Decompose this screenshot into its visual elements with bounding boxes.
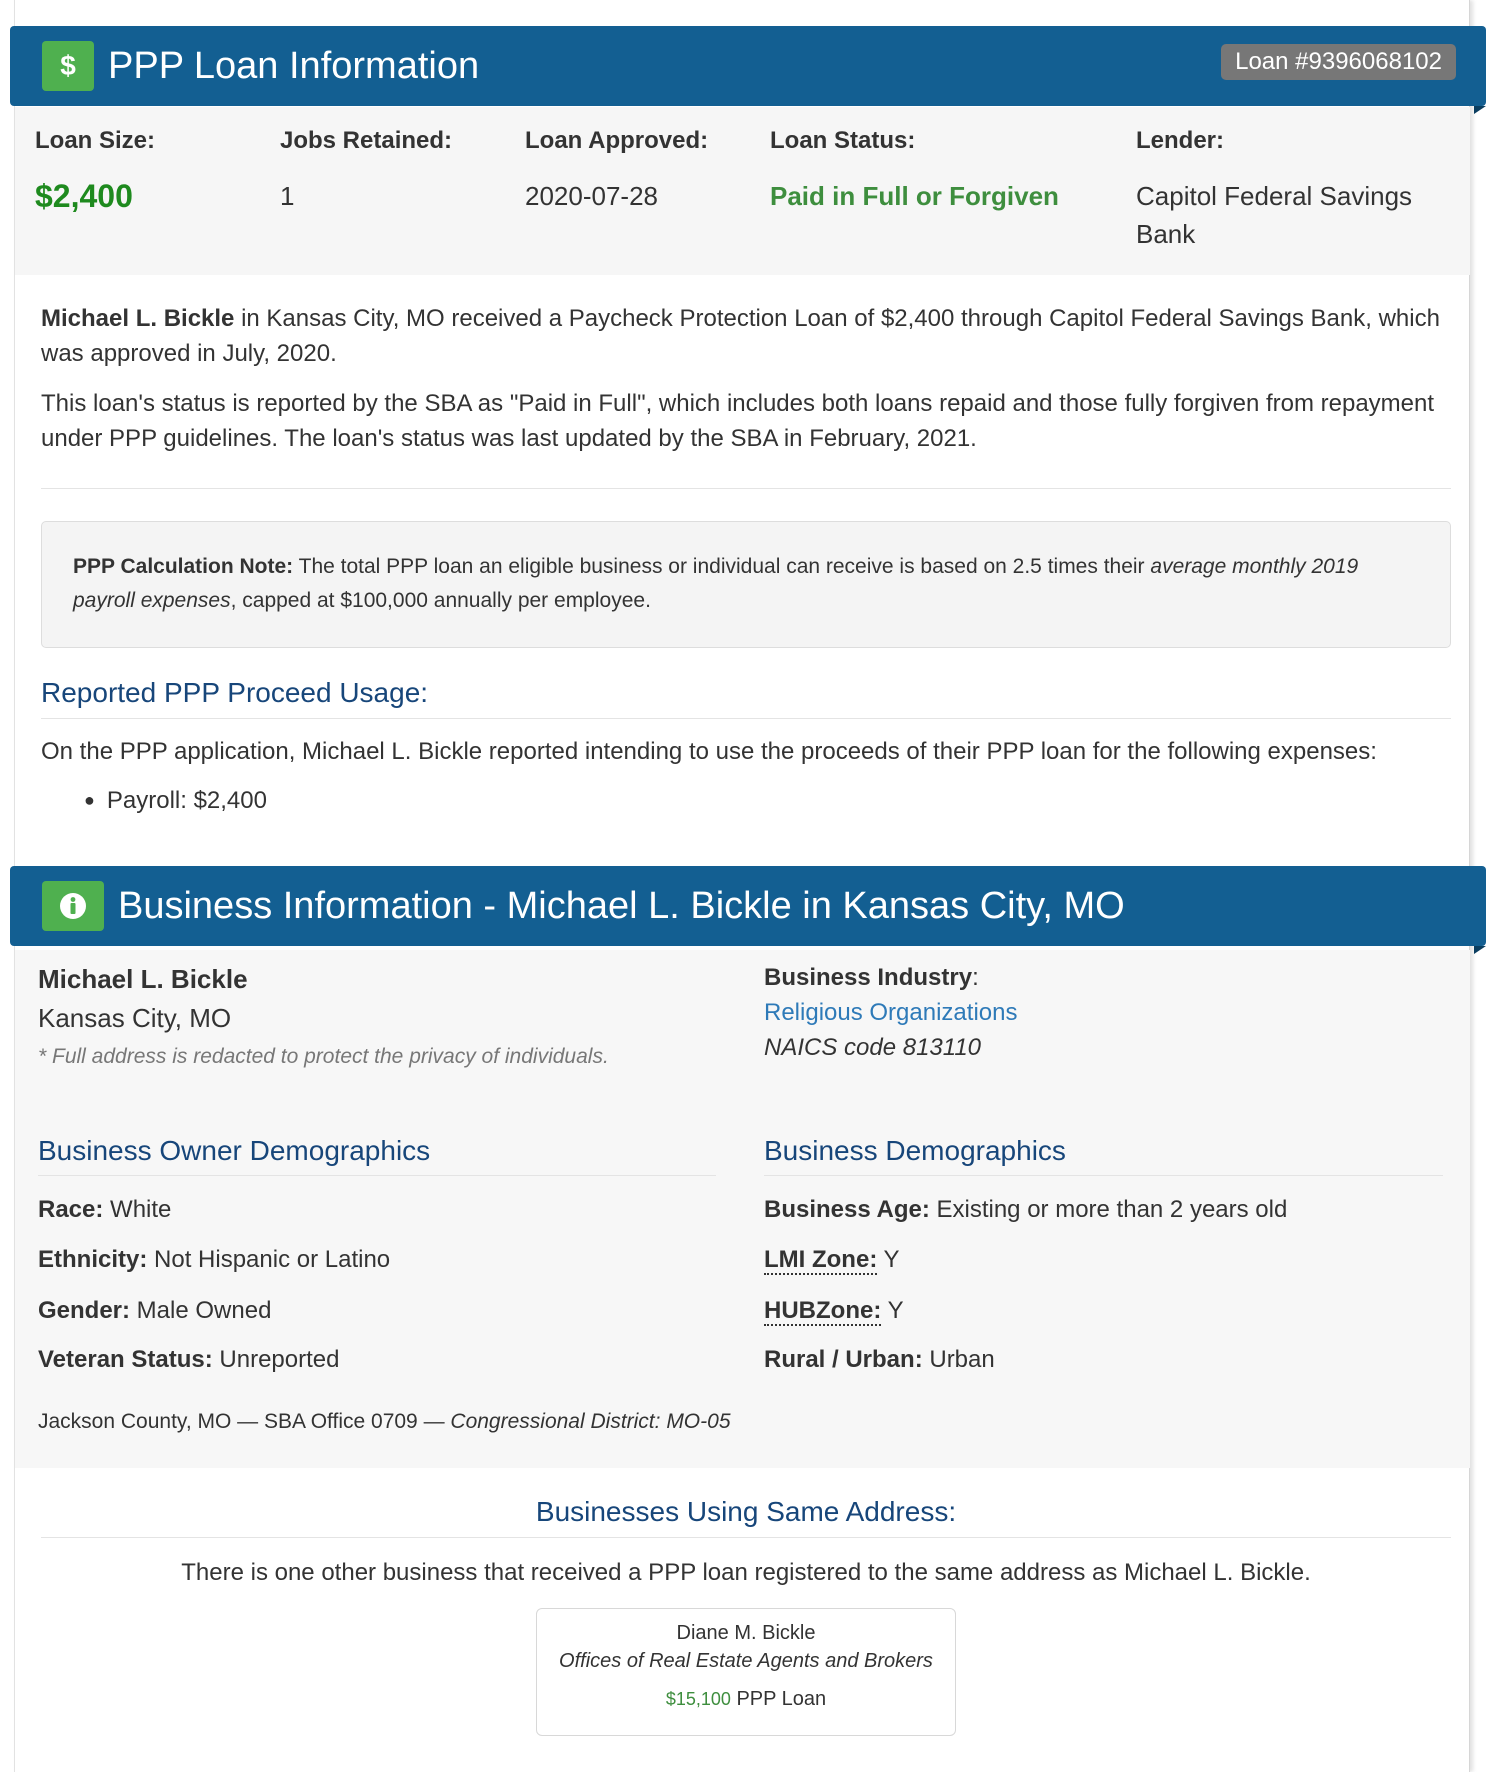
loan-approved-value: 2020-07-28 bbox=[525, 181, 658, 211]
related-business-name: Diane M. Bickle bbox=[676, 1622, 816, 1644]
location-line bbox=[38, 1410, 731, 1434]
info-icon bbox=[42, 881, 104, 931]
usage-divider bbox=[41, 718, 1451, 719]
rural-urban-label: Rural / Urban: bbox=[764, 1346, 923, 1373]
business-section-header bbox=[10, 866, 1486, 946]
related-business-industry: Offices of Real Estate Agents and Brokers bbox=[559, 1650, 933, 1672]
loan-summary-text: in Kansas City, MO received a Paycheck Protection Loan of $2,400 through Capitol Federal Savings Bank, which was approved in July, 2020. bbox=[41, 305, 1440, 367]
loan-summary bbox=[41, 301, 1451, 371]
banner-fold bbox=[1474, 106, 1486, 114]
race-value: White bbox=[103, 1196, 172, 1223]
industry-label-row bbox=[764, 964, 979, 992]
lmi-zone-row bbox=[764, 1246, 900, 1274]
loan-size-stat bbox=[35, 127, 155, 215]
business-age-value: Existing or more than 2 years old bbox=[929, 1196, 1288, 1223]
rural-urban-row bbox=[764, 1346, 995, 1374]
hubzone-row bbox=[764, 1297, 904, 1325]
divider bbox=[41, 488, 1451, 489]
gender-label: Gender: bbox=[38, 1297, 131, 1324]
business-demographics-heading: Business Demographics bbox=[764, 1135, 1066, 1166]
dollar-icon: $ bbox=[42, 41, 94, 91]
business-age-label: Business Age: bbox=[764, 1196, 930, 1223]
race-row bbox=[38, 1196, 171, 1224]
related-business-card[interactable] bbox=[536, 1608, 956, 1736]
loan-status-value: Paid in Full or Forgiven bbox=[770, 181, 1059, 211]
business-section-title: Business Information - Michael L. Bickle in Kansas City, MO bbox=[118, 884, 1125, 927]
calc-note-text-end: , capped at $100,000 annually per employee. bbox=[230, 589, 651, 612]
loan-approved-stat bbox=[525, 127, 708, 215]
loan-status-paragraph: This loan's status is reported by the SBA as "Paid in Full", which includes both loans repaid and those fully forgiven from repayment under PPP guidelines. The loan's status was last updated by the SBA in February, 2021. bbox=[41, 390, 1435, 452]
business-location: Kansas City, MO bbox=[38, 1003, 232, 1033]
jobs-retained-value: 1 bbox=[280, 181, 295, 211]
same-address-intro: There is one other business that received a PPP loan registered to the same address as Michael L. Bickle. bbox=[181, 1559, 1311, 1586]
congressional-district: Congressional District: MO-05 bbox=[450, 1410, 731, 1433]
race-label: Race: bbox=[38, 1196, 104, 1223]
loan-approved-label: Loan Approved: bbox=[525, 127, 709, 154]
loan-status-stat bbox=[770, 127, 1059, 215]
borrower-name: Michael L. Bickle bbox=[41, 305, 235, 332]
same-address-divider bbox=[41, 1537, 1451, 1538]
gender-row bbox=[38, 1297, 271, 1325]
loan-stats bbox=[15, 107, 1470, 275]
lmi-zone-value: Y bbox=[877, 1246, 900, 1273]
gender-value: Male Owned bbox=[130, 1297, 272, 1324]
lmi-zone-label[interactable]: LMI Zone: bbox=[764, 1246, 878, 1273]
lender-label: Lender: bbox=[1136, 127, 1225, 154]
usage-intro: On the PPP application, Michael L. Bickle reported intending to use the proceeds of their PPP loan for the following expenses: bbox=[41, 738, 1377, 765]
related-business-amount: $15,100 bbox=[665, 1689, 731, 1709]
ethnicity-label: Ethnicity: bbox=[38, 1246, 148, 1273]
loan-size-value: $2,400 bbox=[35, 178, 133, 214]
privacy-note: * Full address is redacted to protect the privacy of individuals. bbox=[38, 1045, 609, 1068]
lender-stat bbox=[1136, 127, 1446, 253]
hubzone-label[interactable]: HUBZone: bbox=[764, 1297, 882, 1324]
loan-section-header bbox=[10, 26, 1486, 106]
naics-code: NAICS code 813110 bbox=[764, 1034, 982, 1061]
owner-demographics-heading: Business Owner Demographics bbox=[38, 1135, 431, 1166]
banner-fold bbox=[1474, 946, 1486, 954]
calculation-note bbox=[41, 521, 1451, 648]
hubzone-value: Y bbox=[881, 1297, 904, 1324]
rural-urban-value: Urban bbox=[922, 1346, 995, 1373]
usage-list-item bbox=[84, 787, 267, 815]
owner-divider bbox=[38, 1175, 716, 1176]
industry-link[interactable]: Religious Organizations bbox=[764, 999, 1018, 1026]
lender-value: Capitol Federal Savings Bank bbox=[1136, 181, 1413, 249]
veteran-label: Veteran Status: bbox=[38, 1346, 213, 1373]
ethnicity-row bbox=[38, 1246, 390, 1274]
industry-colon: : bbox=[972, 964, 979, 991]
loan-status-label: Loan Status: bbox=[770, 127, 916, 154]
same-address-heading: Businesses Using Same Address: bbox=[535, 1496, 957, 1527]
jobs-retained-label: Jobs Retained: bbox=[280, 127, 453, 154]
jobs-retained-stat bbox=[280, 127, 452, 215]
calc-note-label: PPP Calculation Note: bbox=[73, 555, 294, 578]
calc-note-emphasis: average monthly 2019 payroll expenses bbox=[73, 555, 1359, 612]
info-icon-glyph bbox=[58, 891, 88, 921]
related-business-loan-suffix: PPP Loan bbox=[730, 1688, 827, 1710]
usage-item-text: Payroll: $2,400 bbox=[106, 787, 267, 814]
related-business-loan bbox=[537, 1688, 955, 1711]
county-sba-office: Jackson County, MO — SBA Office 0709 — bbox=[38, 1410, 451, 1433]
usage-heading: Reported PPP Proceed Usage: bbox=[41, 677, 429, 708]
bullet-icon: ● bbox=[84, 790, 95, 810]
business-name: Michael L. Bickle bbox=[38, 964, 248, 994]
loan-section-title: PPP Loan Information bbox=[108, 44, 480, 87]
ethnicity-value: Not Hispanic or Latino bbox=[147, 1246, 391, 1273]
business-age-row bbox=[764, 1196, 1287, 1224]
veteran-row bbox=[38, 1346, 339, 1374]
loan-number-badge: Loan #9396068102 bbox=[1221, 44, 1456, 80]
industry-label: Business Industry bbox=[764, 964, 973, 991]
veteran-value: Unreported bbox=[212, 1346, 340, 1373]
loan-size-label: Loan Size: bbox=[35, 127, 156, 154]
calc-note-text: The total PPP loan an eligible business or individual can receive is based on 2.5 times their bbox=[293, 555, 1151, 578]
business-divider bbox=[764, 1175, 1443, 1176]
